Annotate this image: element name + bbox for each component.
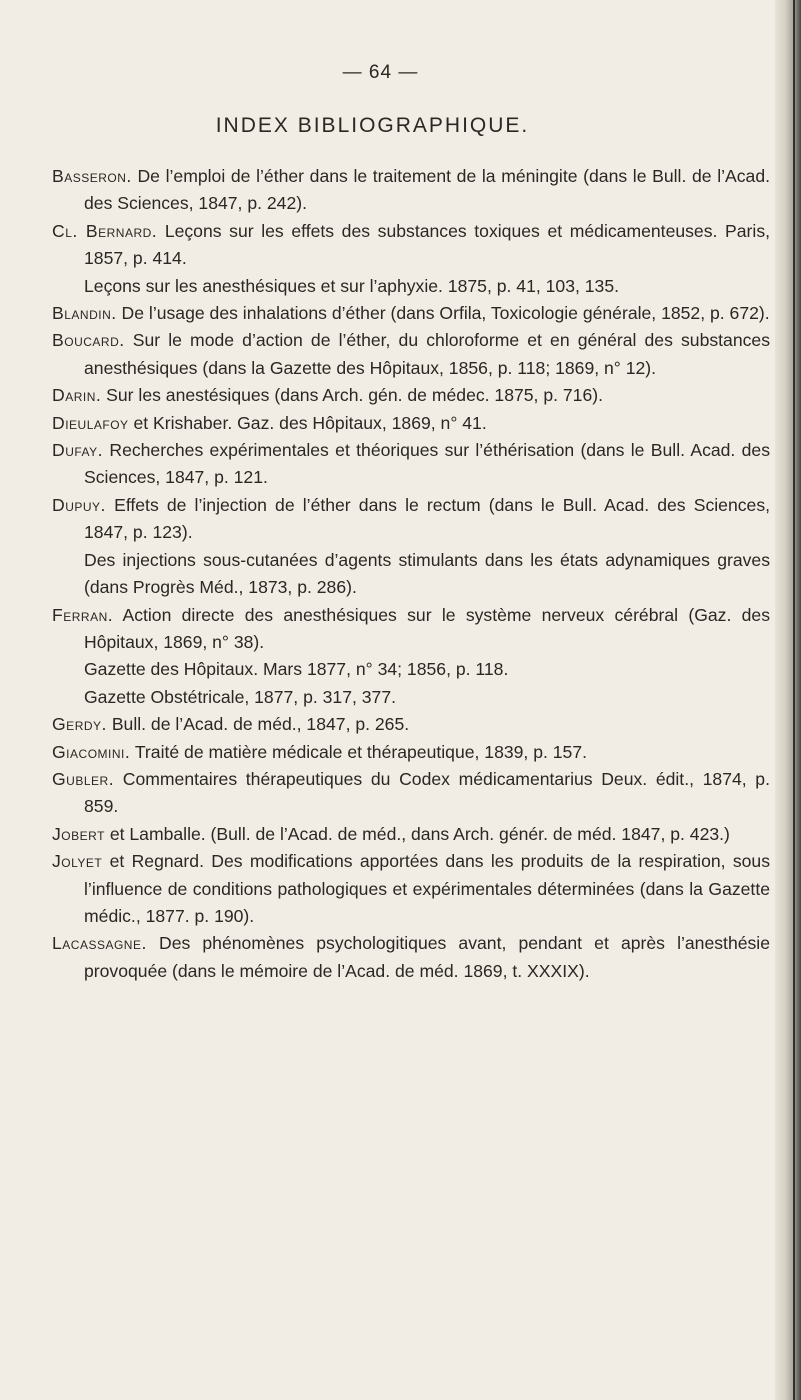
bib-entry-dupuy-2 xyxy=(52,547,770,602)
entry-text: De l’emploi de l’éther dans le traitement de la méningite (dans le Bull. de l’Acad. des Sciences, 1847, p. 242). xyxy=(84,166,771,214)
bib-entry-bernard xyxy=(52,218,770,273)
entry-text: Gazette des Hôpitaux. Mars 1877, n° 34; 1856, p. 118. xyxy=(84,659,509,680)
entry-text: Action directe des anesthésiques sur le système nerveux cérébral (Gaz. des Hôpitaux, 1869, n° 38). xyxy=(84,604,770,652)
bib-entry-jobert xyxy=(52,821,770,848)
entry-text: Bull. de l’Acad. de méd., 1847, p. 265. xyxy=(111,714,410,735)
entry-text: Gazette Obstétricale, 1877, p. 317, 377. xyxy=(84,686,396,707)
entry-text: De l’usage des inhalations d’éther (dans Orfila, Toxicologie générale, 1852, p. 672). xyxy=(121,303,770,324)
entry-text: Recherches expérimentales et théoriques sur l’éthérisation (dans le Bull. Acad. des Sciences, 1847, p. 121. xyxy=(84,440,770,488)
entry-author: Lacassagne. xyxy=(52,933,147,954)
entry-text: Des phénomènes psychologitiques avant, pendant et après l’anesthésie provoquée (dans le mémoire de l’Acad. de méd. 1869, t. XXXIX). xyxy=(84,933,770,981)
entry-author: Gubler. xyxy=(52,768,115,789)
bib-entry-dupuy xyxy=(52,492,770,547)
entry-author: Cl. Bernard. xyxy=(52,220,158,241)
bib-entry-gazette-obstetricale xyxy=(52,684,770,711)
bib-entry-gerdy xyxy=(52,711,770,738)
bibliography-list xyxy=(52,163,770,985)
page-edge-line xyxy=(793,0,795,1400)
entry-text: Commentaires thérapeutiques du Codex médicamentarius Deux. édit., 1874, p. 859. xyxy=(84,768,770,817)
bib-entry-dieulafoy xyxy=(52,410,770,437)
bib-entry-boucard xyxy=(52,327,770,382)
bib-entry-ferran xyxy=(52,602,770,657)
entry-author: Gerdy. xyxy=(52,714,107,735)
entry-text: Leçons sur les effets des substances toxiques et médicamenteuses. Paris, 1857, p. 414. xyxy=(84,220,770,269)
entry-text: Sur les anestésiques (dans Arch. gén. de médec. 1875, p. 716). xyxy=(106,385,603,406)
entry-author: Jobert xyxy=(52,823,105,844)
bib-entry-lacassagne xyxy=(52,930,770,985)
bib-entry-blandin xyxy=(52,300,770,327)
entry-author: Giacomini. xyxy=(52,741,131,762)
entry-text: et Krishaber. Gaz. des Hôpitaux, 1869, n° 41. xyxy=(133,412,487,433)
entry-author: Blandin. xyxy=(52,303,117,324)
entry-text: Sur le mode d’action de l’éther, du chloroforme et en général des substances anesthésiques (dans la Gazette des Hôpitaux, 1856, p. 118; 1869, n° 12). xyxy=(84,330,770,378)
page-edge-shadow xyxy=(775,0,801,1400)
bib-entry-darin xyxy=(52,382,770,409)
entry-author: Ferran. xyxy=(52,604,114,625)
entry-text: Leçons sur les anesthésiques et sur l’aphyxie. 1875, p. 41, 103, 135. xyxy=(84,275,620,296)
bib-entry-gazette-hopitaux xyxy=(52,656,770,683)
entry-author: Dufay. xyxy=(52,440,104,461)
entry-text: et Regnard. Des modifications apportées dans les produits de la respiration, sous l’influence de conditions pathologiques et expérimentales déterminées (dans la Gazette médic., 1877. p. 190). xyxy=(84,851,771,926)
entry-author: Basseron. xyxy=(52,166,132,186)
entry-author: Dupuy. xyxy=(52,494,106,515)
entry-text: et Lamballe. (Bull. de l’Acad. de méd., dans Arch. génér. de méd. 1847, p. 423.) xyxy=(109,823,730,844)
entry-text: Des injections sous-cutanées d’agents stimulants dans les états adynamiques graves (dans Progrès Méd., 1873, p. 286). xyxy=(84,549,770,598)
bib-entry-gubler xyxy=(52,766,770,821)
entry-author: Dieulafoy xyxy=(52,412,129,433)
entry-text: Traité de matière médicale et thérapeutique, 1839, p. 157. xyxy=(134,741,588,762)
page-number: — 64 — xyxy=(342,62,419,83)
entry-author: Darin. xyxy=(52,385,102,406)
bib-entry-jolyet xyxy=(52,848,770,930)
bib-entry-dufay xyxy=(52,437,770,492)
entry-author: Boucard. xyxy=(52,330,125,351)
bib-entry-giacomini xyxy=(52,739,770,766)
running-title: INDEX BIBLIOGRAPHIQUE. xyxy=(215,114,530,137)
bib-entry-bernard-2 xyxy=(52,273,770,300)
entry-text: Effets de l’injection de l’éther dans le rectum (dans le Bull. Acad. des Sciences, 1847, p. 123). xyxy=(84,494,771,543)
bib-entry-basseron xyxy=(52,163,770,218)
entry-author: Jolyet xyxy=(52,851,103,872)
